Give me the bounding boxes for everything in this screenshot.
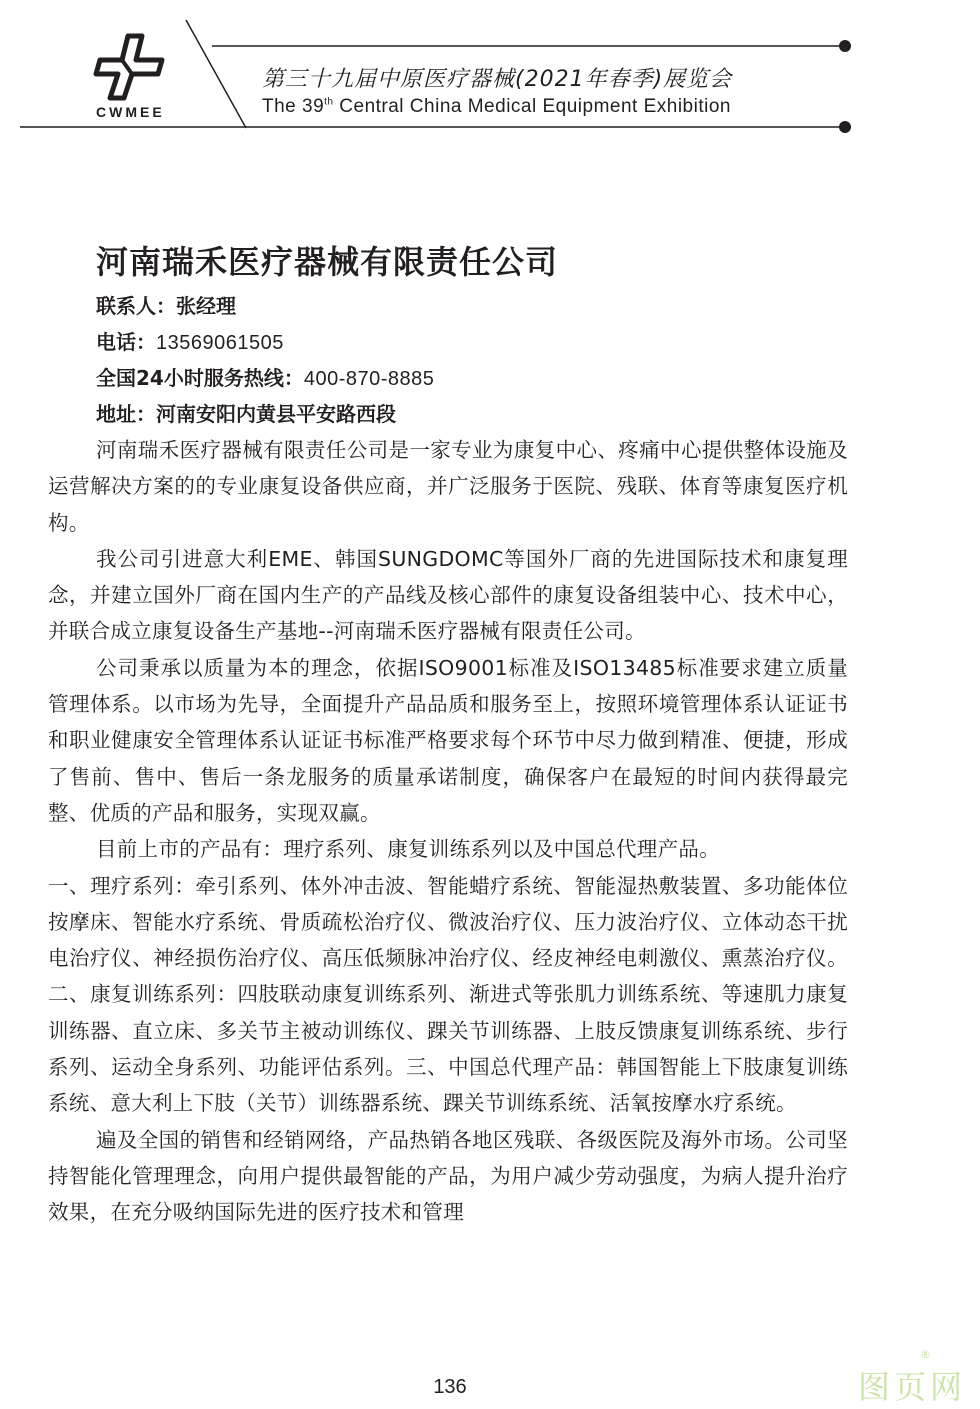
phone-label: 电话： (96, 330, 156, 354)
registered-mark: ® (920, 1348, 935, 1361)
cwmee-logo-icon (92, 30, 172, 102)
title-en-rest: Central China Medical Equipment Exhibition (333, 96, 731, 117)
paragraph-sales: 遍及全国的销售和经销网络，产品热销各地区残联、各级医院及海外市场。公司坚持智能化管理理念，向用户提供最智能的产品，为用户减少劳动强度，为病人提升治疗效果，在充分吸纳国际先进的医疗技术和管理 (48, 1127, 848, 1225)
company-profile (48, 236, 848, 1231)
exhibition-title-cn: 第三十九届中原医疗器械(2021年春季)展览会 (262, 67, 733, 92)
paragraph-quality: 公司秉承以质量为本的理念，依据ISO9001标准及ISO13485标准要求建立质量管理体系。以市场为先导，全面提升产品品质和服务至上，按照环境管理体系认证证书和职业健康安全管理体系认证证书标准严格要求每个环节中尽力做到精准、便捷，形成了售前、售中、售后一条龙服务的质量承诺制度，确保客户在最短的时间内获得最完整、优质的产品和服务，实现双赢。 (48, 655, 848, 825)
watermark-text: 图页网 (858, 1368, 967, 1406)
hotline-line (96, 360, 848, 396)
paragraph-product-list: 一、理疗系列：牵引系列、体外冲击波、智能蜡疗系统、智能湿热敷装置、多功能体位按摩床、智能水疗系统、骨质疏松治疗仪、微波治疗仪、压力波治疗仪、立体动态干扰电治疗仪、神经损伤治疗仪、高压低频脉冲治疗仪、经皮神经电刺激仪、熏蒸治疗仪。二、康复训练系列：四肢联动康复训练系列、渐进式等张肌力训练系统、等速肌力康复训练器、直立床、多关节主被动训练仪、踝关节训练器、上肢反馈康复训练系统、步行系列、运动全身系列、功能评估系列。三、中国总代理产品：韩国智能上下肢康复训练系统、意大利上下肢（关节）训练器系统、踝关节训练系统、活氧按摩水疗系统。 (48, 873, 848, 1116)
title-en-prefix: The 39 (262, 96, 325, 117)
paragraph-technology: 我公司引进意大利EME、韩国SUNGDOMC等国外厂商的先进国际技术和康复理念，并建立国外厂商在国内生产的产品线及核心部件的康复设备组装中心、技术中心，并联合成立康复设备生产基地--河南瑞禾医疗器械有限责任公司。 (48, 546, 848, 644)
contact-value: 张经理 (176, 294, 236, 318)
exhibition-title-en (262, 96, 731, 118)
paragraph-intro: 河南瑞禾医疗器械有限责任公司是一家专业为康复中心、疼痛中心提供整体设施及运营解决方案的的专业康复设备供应商，并广泛服务于医院、残联、体育等康复医疗机构。 (48, 438, 848, 535)
watermark (858, 1348, 967, 1408)
address-label: 地址： (96, 402, 156, 426)
logo-text: CWMEE (96, 104, 165, 120)
phone-value: 13569061505 (156, 332, 284, 354)
hotline-value: 400-870-8885 (303, 368, 435, 390)
phone-line (96, 324, 848, 360)
company-name: 河南瑞禾医疗器械有限责任公司 (96, 243, 559, 281)
paragraph-products-intro: 目前上市的产品有：理疗系列、康复训练系列以及中国总代理产品。 (96, 837, 720, 862)
hotline-label: 全国24小时服务热线： (96, 366, 304, 390)
contact-label: 联系人： (96, 294, 176, 318)
contact-line (96, 288, 848, 324)
title-en-sup: th (324, 96, 334, 108)
address-value: 河南安阳内黄县平安路西段 (156, 402, 396, 426)
page-number: 136 (433, 1376, 467, 1398)
page-header (0, 0, 980, 140)
address-line (96, 396, 848, 432)
